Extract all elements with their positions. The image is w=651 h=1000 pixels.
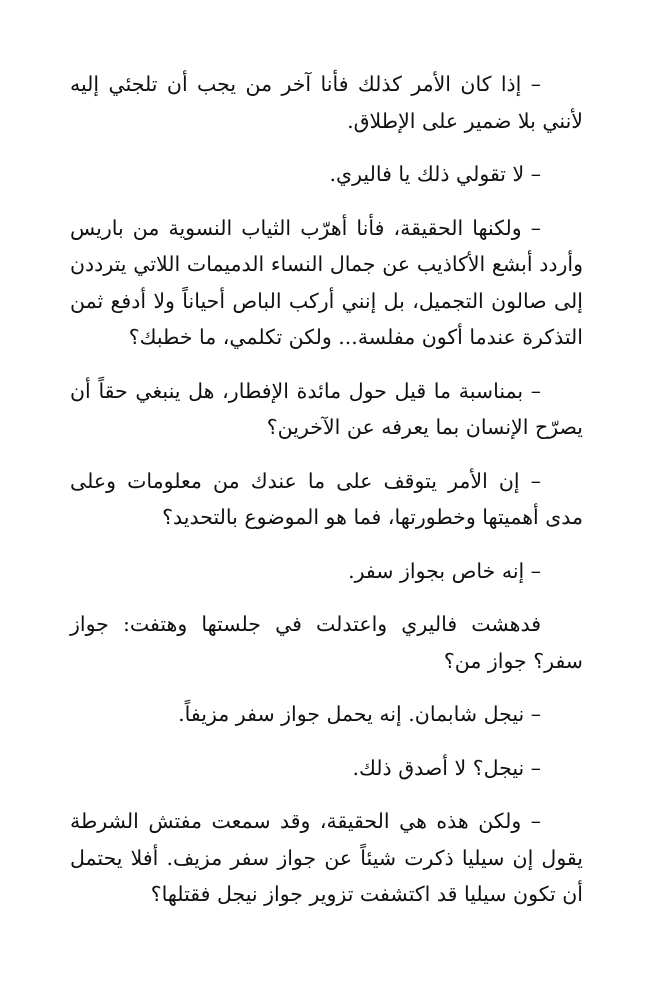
- paragraph-10: – ولكن هذه هي الحقيقة، وقد سمعت مفتش الشرطة يقول إن سيليا ذكرت شيئاً عن جواز سفر مزيف. أفلا يحتمل أن تكون سيليا قد اكتشفت تزوير جواز نيجل فقتلها؟: [70, 809, 583, 906]
- paragraph-4: – بمناسبة ما قيل حول مائدة الإفطار، هل ينبغي حقاً أن يصرّح الإنسان بما يعرفه عن الآخرين؟: [70, 378, 583, 439]
- paragraph-2: – لا تقولي ذلك يا فاليري.: [329, 162, 541, 186]
- paragraph-5: – إن الأمر يتوقف على ما عندك من معلومات وعلى مدى أهميتها وخطورتها، فما هو الموضوع بالتحديد؟: [70, 468, 583, 529]
- paragraph-3: – ولكنها الحقيقة، فأنا أهرّب الثياب النسوية من باريس وأردد أبشع الأكاذيب عن جمال النساء الدميمات اللاتي يترددن إلى صالون التجميل، بل إنني أركب الباص أحياناً ولا أدفع ثمن التذكرة عندما أكون مفلسة... ولكن تكلمي، ما خطبك؟: [70, 215, 583, 349]
- paragraph-9: – نيجل؟ لا أصدق ذلك.: [352, 755, 541, 780]
- paragraph-6: – إنه خاص بجواز سفر.: [348, 558, 541, 583]
- paragraph-8: – نيجل شابمان. إنه يحمل جواز سفر مزيفاً.: [178, 702, 541, 726]
- paragraph-7: فدهشت فاليري واعتدلت في جلستها وهتفت: جواز سفر؟ جواز من؟: [70, 612, 583, 673]
- paragraph-1: – إذا كان الأمر كذلك فأنا آخر من يجب أن تلجئي إليه لأنني بلا ضمير على الإطلاق.: [70, 72, 583, 133]
